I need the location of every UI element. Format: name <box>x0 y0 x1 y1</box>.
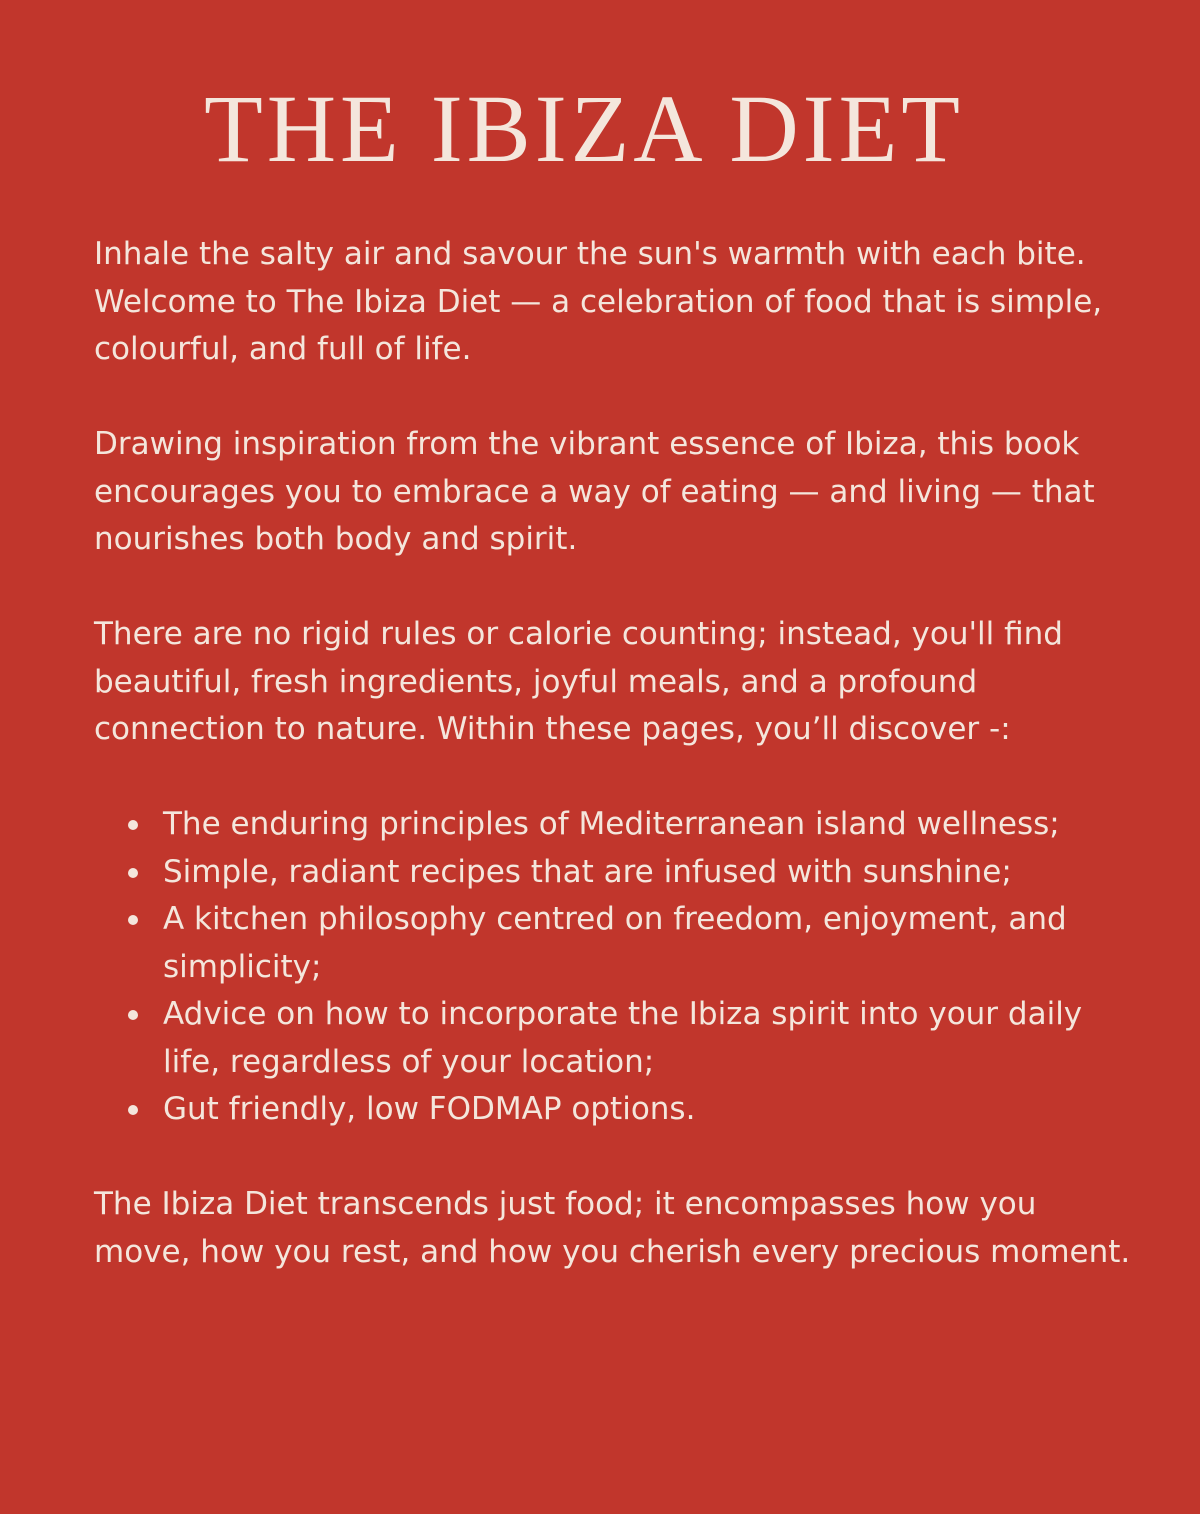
list-item <box>94 1086 1134 1134</box>
list-item-text: A kitchen philosophy centred on freedom, enjoyment, and simplicity; <box>163 901 1067 985</box>
bullet-icon <box>128 915 138 925</box>
bullet-icon <box>128 1010 138 1020</box>
list-item-text: Advice on how to incorporate the Ibiza spirit into your daily life, regardless of your location; <box>163 996 1083 1080</box>
bullet-icon <box>128 1105 138 1115</box>
list-item <box>94 896 1134 991</box>
list-item-text: Simple, radiant recipes that are infused with sunshine; <box>163 853 1012 890</box>
intro-paragraph: Inhale the salty air and savour the sun's warmth with each bite. Welcome to The Ibiza Diet — a celebration of food that is simple, colourful, and full of life. <box>94 236 1103 367</box>
list-item-text: Gut friendly, low FODMAP options. <box>163 1091 696 1127</box>
closing-paragraph: The Ibiza Diet transcends just food; it encompasses how you move, how you rest, and how you cherish every precious moment. <box>94 1186 1131 1270</box>
inspiration-paragraph: Drawing inspiration from the vibrant essence of Ibiza, this book encourages you to embrace a way of eating — and living — that nourishes both body and spirit. <box>94 426 1095 557</box>
bullet-icon <box>128 868 138 878</box>
list-item <box>94 801 1134 849</box>
bullet-icon <box>128 820 138 830</box>
list-item-text: The enduring principles of Mediterranean island wellness; <box>163 806 1060 842</box>
page-title: THE IBIZA DIET <box>204 75 964 182</box>
discover-paragraph: There are no rigid rules or calorie counting; instead, you'll find beautiful, fresh ingredients, joyful meals, and a profound connection to nature. Within these pages, you’ll discover -: <box>94 616 1063 747</box>
list-item <box>94 849 1134 897</box>
discover-list <box>94 801 1134 1134</box>
list-item <box>94 991 1134 1086</box>
body-text <box>94 231 1134 1324</box>
